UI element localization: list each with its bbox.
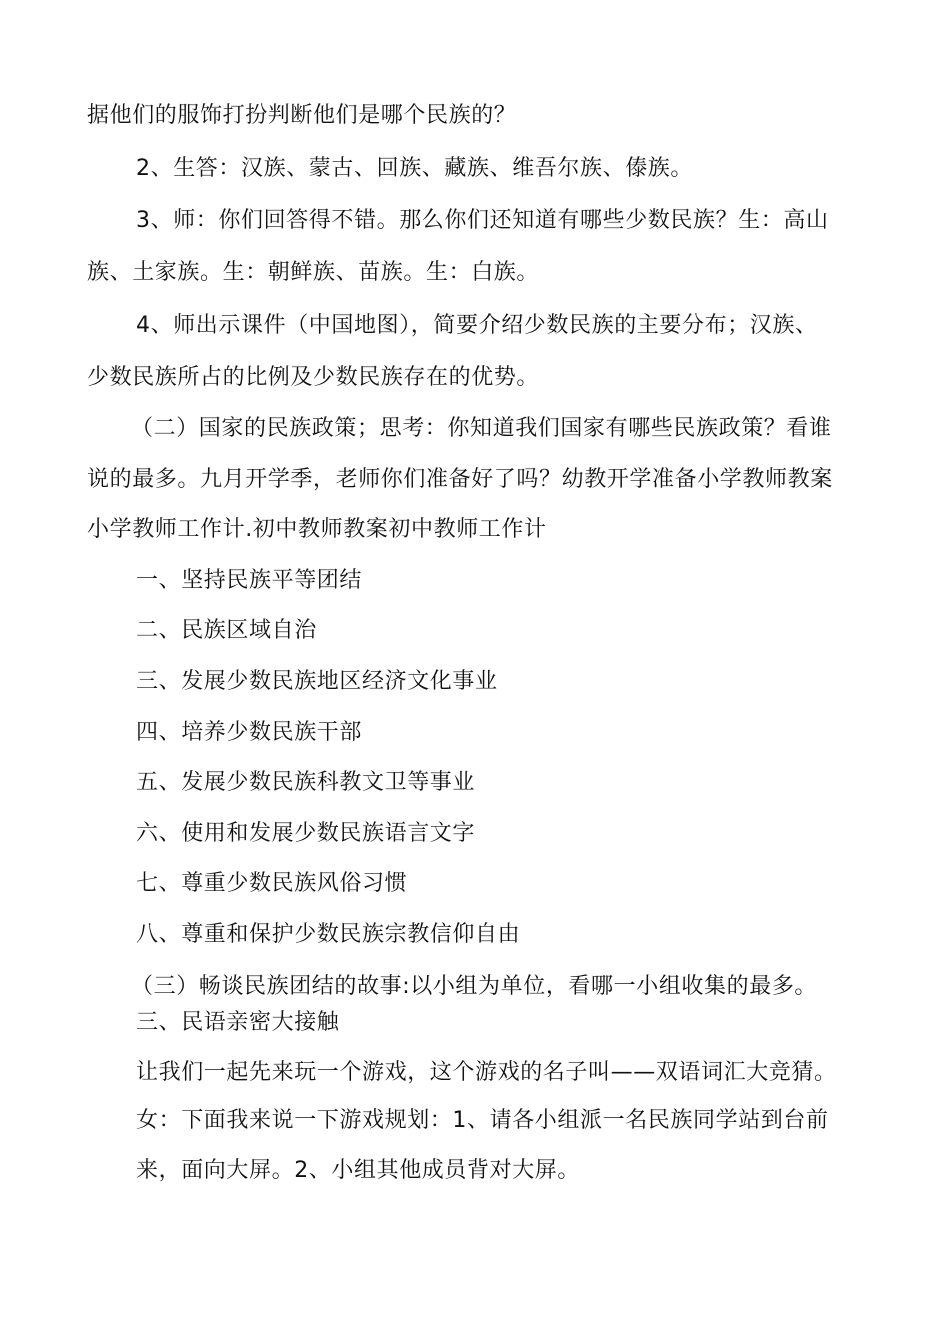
text-line: 3、师：你们回答得不错。那么你们还知道有哪些少数民族？生：高山	[136, 208, 829, 233]
text-line: 女：下面我来说一下游戏规划：1、请各小组派一名民族同学站到台前	[136, 1108, 829, 1133]
text-line: 让我们一起先来玩一个游戏，这个游戏的名子叫——双语词汇大竞猜。	[136, 1060, 837, 1085]
list-item: 八、尊重和保护少数民族宗教信仰自由	[136, 922, 521, 947]
text-line: 来，面向大屏。2、小组其他成员背对大屏。	[136, 1158, 580, 1183]
section-heading: （三）畅谈民族团结的故事:以小组为单位，看哪一小组收集的最多。	[131, 974, 818, 999]
text-line: 少数民族所占的比例及少数民族存在的优势。	[87, 365, 540, 390]
text-line: 2、生答：汉族、蒙古、回族、藏族、维吾尔族、傣族。	[136, 156, 693, 181]
text-line: （二）国家的民族政策；思考：你知道我们国家有哪些民族政策？看谁	[131, 416, 832, 441]
list-item: 四、培养少数民族干部	[136, 720, 363, 745]
text-line: 族、土家族。生：朝鲜族、苗族。生：白族。	[87, 260, 540, 285]
list-item: 七、尊重少数民族风俗习惯	[136, 871, 408, 896]
section-heading: 三、民语亲密大接触	[136, 1010, 340, 1035]
text-line: 小学教师工作计.初中教师教案初中教师工作计	[87, 517, 547, 542]
text-line: 4、师出示课件（中国地图），简要介绍少数民族的主要分布；汉族、	[136, 313, 818, 338]
list-item: 一、坚持民族平等团结	[136, 568, 363, 593]
list-item: 三、发展少数民族地区经济文化事业	[136, 669, 498, 694]
list-item: 六、使用和发展少数民族语言文字	[136, 821, 476, 846]
text-line: 据他们的服饰打扮判断他们是哪个民族的？	[87, 103, 517, 128]
text-line: 说的最多。九月开学季，老师你们准备好了吗？幼教开学准备小学教师教案	[87, 467, 833, 492]
list-item: 二、民族区域自治	[136, 618, 317, 643]
list-item: 五、发展少数民族科教文卫等事业	[136, 770, 476, 795]
